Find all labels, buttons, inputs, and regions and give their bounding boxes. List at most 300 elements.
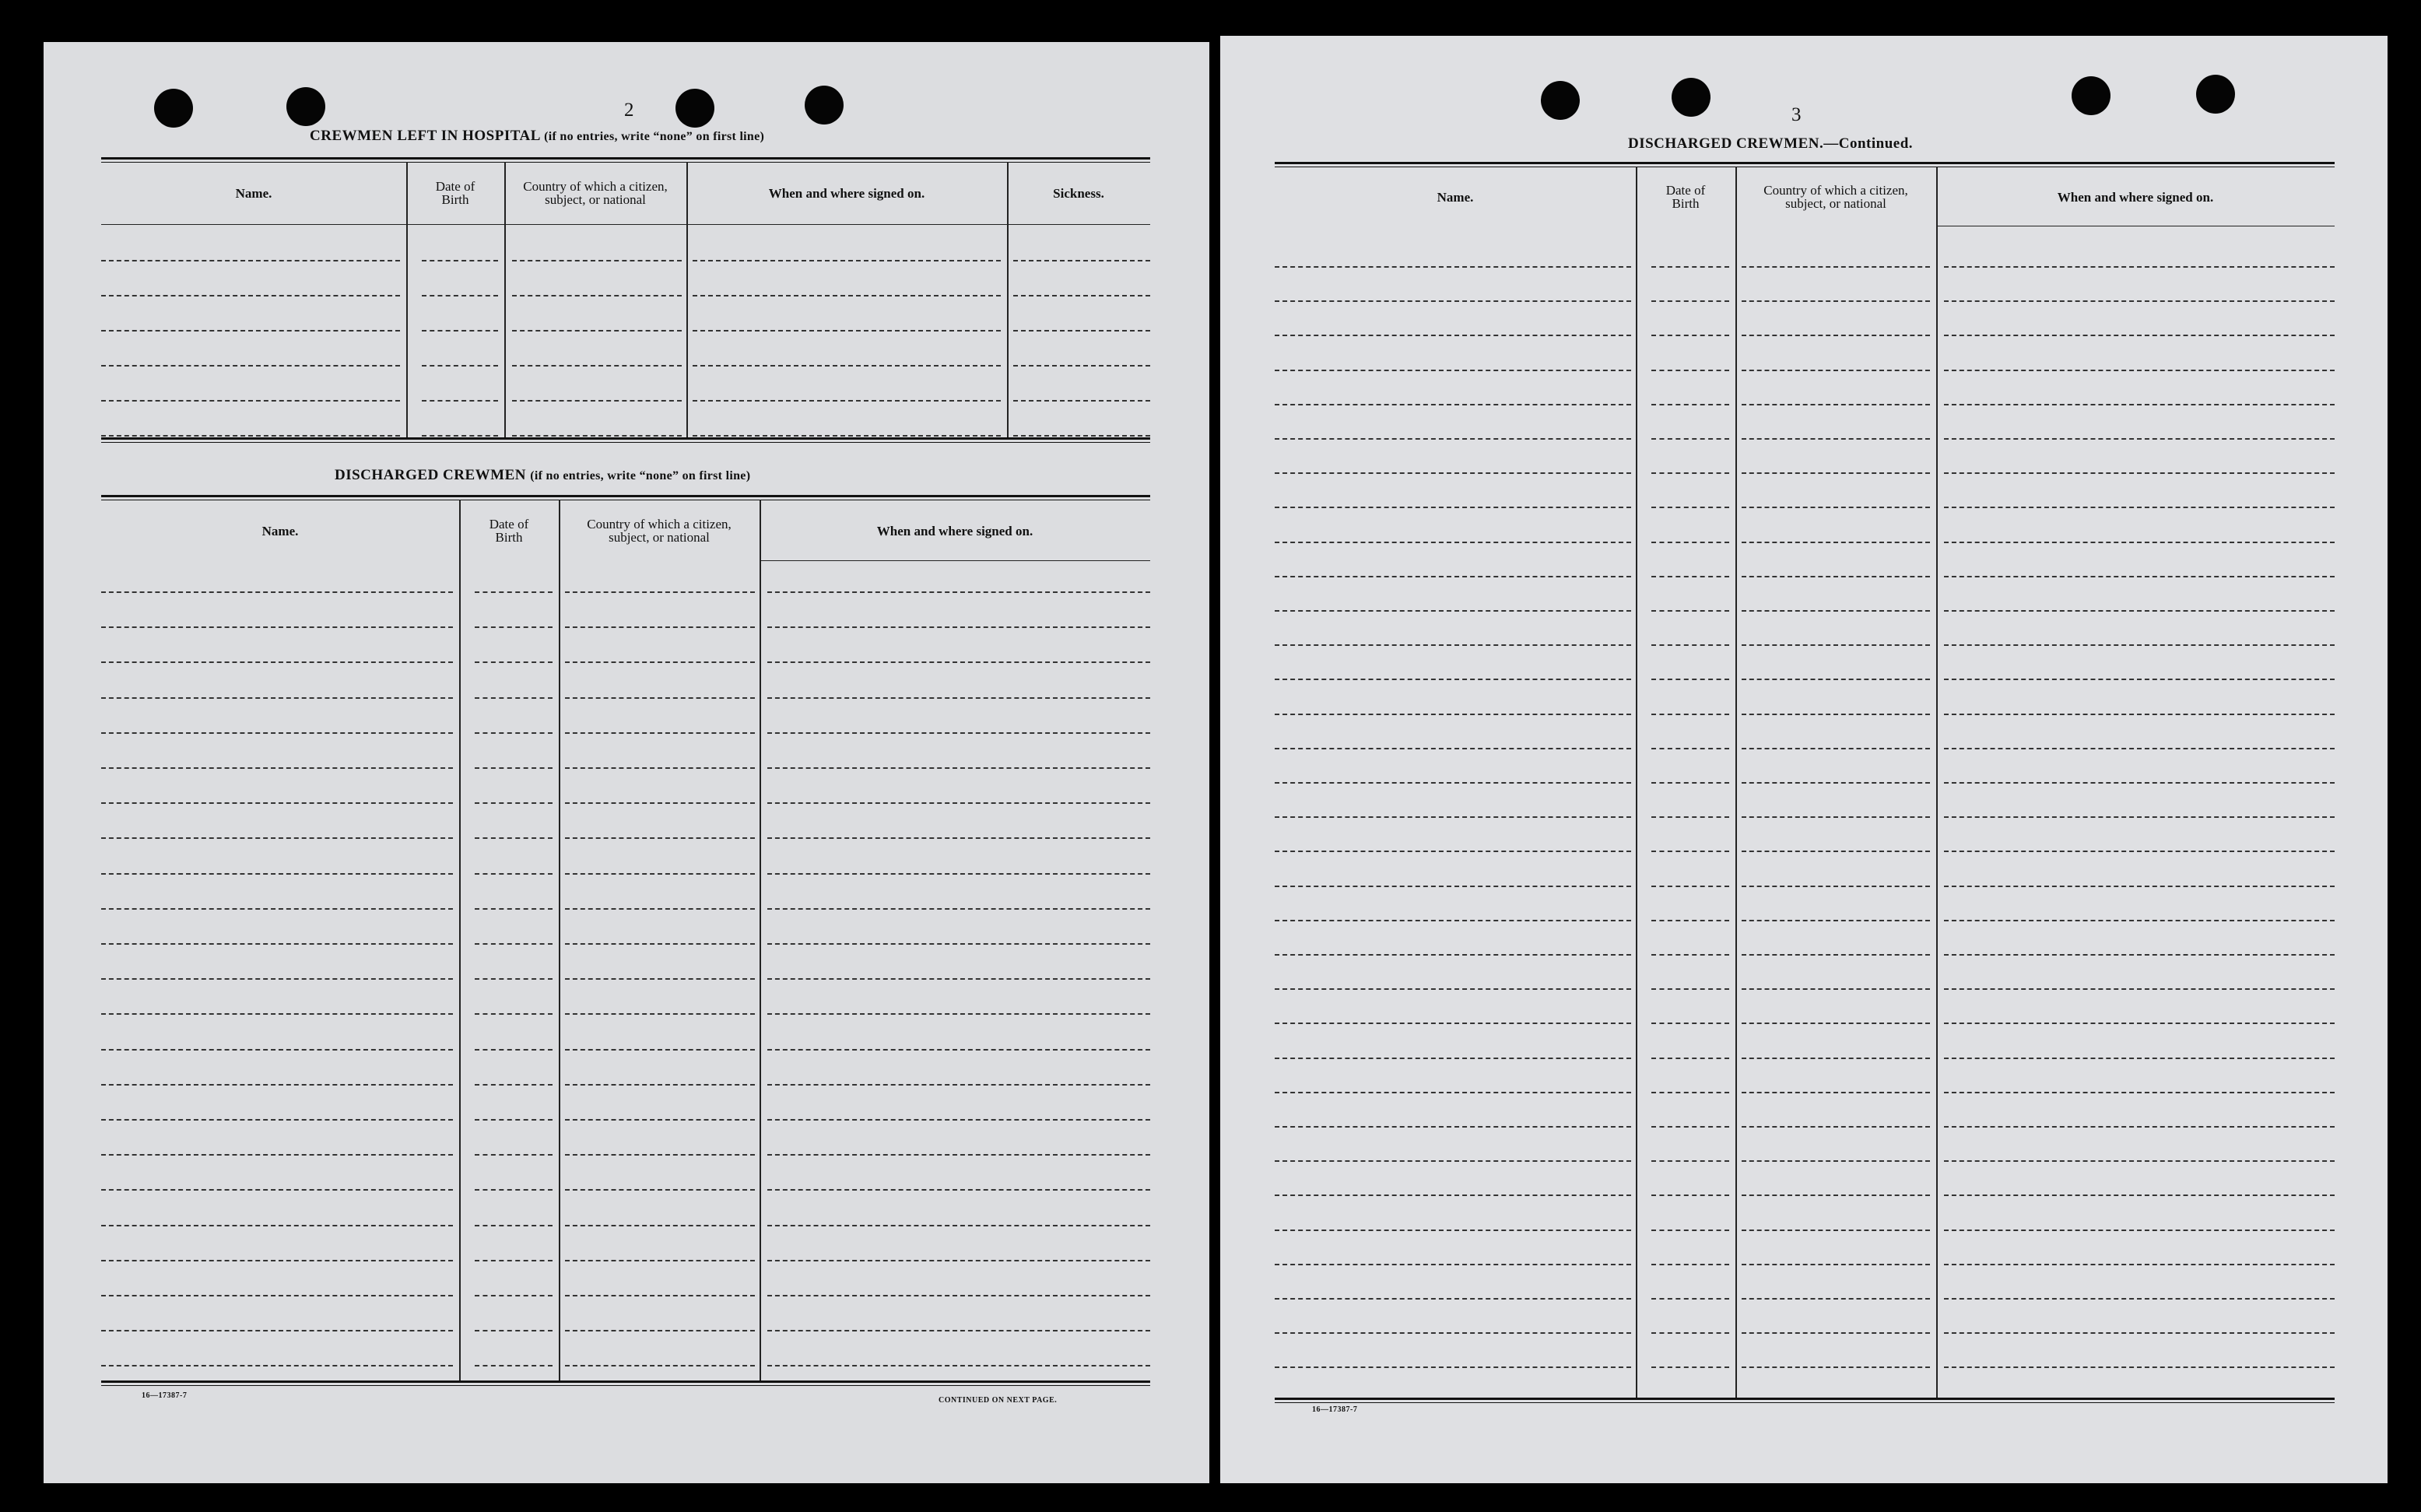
entry-line [101,767,453,769]
entry-line [1944,851,2335,852]
entry-line [1742,782,1930,784]
entry-line [1275,920,1631,921]
header-text: Date of Birth [1665,183,1706,211]
entry-line [565,1119,755,1121]
entry-line [512,295,682,296]
entry-line [475,661,553,663]
entry-line [475,767,553,769]
entry-line [565,873,755,875]
entry-line [1275,472,1631,474]
section-title-discharged [335,467,750,484]
entry-line [1742,1366,1930,1368]
entry-line [1275,507,1631,508]
entry-line [1651,1195,1729,1196]
header-country [1735,167,1936,227]
entry-line [1275,1023,1631,1024]
entry-line [1275,300,1631,302]
entry-line [1742,1023,1930,1024]
header-date-of-birth [459,500,559,562]
entry-line [101,435,400,437]
entry-line [1742,610,1930,612]
entry-line [565,661,755,663]
column-divider [686,162,688,437]
entry-line [1944,644,2335,646]
entry-line [1944,782,2335,784]
entry-line [475,802,553,804]
entry-line [1742,1126,1930,1128]
entry-line [1275,576,1631,577]
entry-line [767,1260,1150,1261]
entry-line [1944,1126,2335,1128]
entry-line [1013,400,1150,402]
entry-line [101,1154,453,1156]
entry-line [101,908,453,910]
header-name: Name. [261,523,299,538]
entry-line [1013,330,1150,332]
entry-line [101,330,400,332]
section-title-text: CREWMEN LEFT IN HOSPITAL [310,128,540,144]
entry-line [1275,714,1631,715]
entry-line [565,1189,755,1191]
entry-line [1742,954,1930,956]
entry-line [565,802,755,804]
entry-line [1275,1332,1631,1334]
entry-line [767,661,1150,663]
entry-line [1651,610,1729,612]
entry-line [565,626,755,628]
section-note: (if no entries, write “none” on first line) [530,469,751,482]
entry-line [767,767,1150,769]
entry-line [767,837,1150,839]
entry-line [1944,266,2335,268]
entry-line [565,1225,755,1226]
entry-line [767,978,1150,980]
entry-line [767,1330,1150,1331]
entry-line [101,260,400,261]
entry-line [1944,1092,2335,1093]
entry-line [767,626,1150,628]
entry-line [1651,1298,1729,1300]
entry-line [475,697,553,699]
entry-line [1742,679,1930,680]
entry-line [1275,1264,1631,1265]
entry-line [1275,816,1631,818]
entry-line [1651,576,1729,577]
entry-line [1275,748,1631,749]
entry-line [101,1119,453,1121]
entry-line [1742,1230,1930,1231]
entry-line [512,435,682,437]
entry-line [101,1013,453,1015]
entry-line [565,1084,755,1086]
page-number: 3 [1791,104,1802,125]
entry-line [1275,1126,1631,1128]
table-bottom-rule [101,437,1150,443]
punch-hole [805,86,844,125]
entry-line [1944,404,2335,405]
column-divider [504,162,506,437]
entry-line [1013,260,1150,261]
column-divider [559,500,560,1380]
entry-line [767,1154,1150,1156]
entry-line [1651,266,1729,268]
entry-line [1944,1298,2335,1300]
entry-line [767,1189,1150,1191]
entry-line [1742,507,1930,508]
right-page [1220,36,2388,1483]
entry-line [101,626,453,628]
header-text: Date of Birth [489,517,529,545]
section-title-discharged-continued: DISCHARGED CREWMEN.—Continued. [1628,135,1914,152]
discharged-continued-table [1275,162,2335,1446]
table-bottom-rule [1275,1398,2335,1403]
entry-line [1944,1160,2335,1162]
entry-line [767,1365,1150,1366]
entry-line [1275,886,1631,887]
entry-line [475,943,553,945]
entry-line [767,1295,1150,1296]
entry-line [475,1295,553,1296]
entry-line [767,697,1150,699]
entry-line [1742,472,1930,474]
entry-line [101,295,400,296]
entry-line [101,1225,453,1226]
entry-line [1944,748,2335,749]
entry-line [767,591,1150,593]
entry-line [565,837,755,839]
header-when-where: When and where signed on. [2057,189,2214,205]
entry-line [1742,542,1930,543]
entry-line [1651,472,1729,474]
header-name: Name. [1437,189,1474,205]
form-number: 16—17387-7 [1312,1405,1358,1414]
entry-line [101,661,453,663]
column-divider [1007,162,1009,437]
entry-line [101,591,453,593]
header-text: Country of which a citizen, subject, or national [587,517,732,545]
entry-line [1742,851,1930,852]
entry-line [475,1119,553,1121]
page-number: 2 [624,100,634,121]
entry-line [1742,920,1930,921]
entry-line [1275,1298,1631,1300]
entry-line [565,1330,755,1331]
entry-line [767,943,1150,945]
entry-line [1651,404,1729,405]
section-title-hospital [310,128,764,145]
entry-line [1275,851,1631,852]
entry-line [1944,472,2335,474]
entry-line [101,1189,453,1191]
header-name: Name. [235,185,272,201]
entry-line [1651,1023,1729,1024]
entry-line [1651,542,1729,543]
punch-hole [154,89,193,128]
entry-line [1742,644,1930,646]
entry-line [101,1295,453,1296]
header-bottom-rule [760,560,1150,561]
header-sickness: Sickness. [1053,185,1104,201]
entry-line [767,1049,1150,1051]
entry-line [1275,438,1631,440]
entry-line [1275,644,1631,646]
entry-line [1944,438,2335,440]
header-when-where: When and where signed on. [876,523,1033,538]
entry-line [475,1013,553,1015]
entry-line [1742,335,1930,336]
entry-line [101,1049,453,1051]
entry-line [565,591,755,593]
form-number: 16—17387-7 [142,1391,188,1400]
entry-line [1742,1092,1930,1093]
entry-line [1275,1366,1631,1368]
entry-line [1275,782,1631,784]
entry-line [1651,1058,1729,1059]
entry-line [767,908,1150,910]
entry-line [475,732,553,734]
entry-line [693,365,1001,367]
entry-line [1944,300,2335,302]
entry-line [1742,748,1930,749]
entry-line [101,365,400,367]
entry-line [1651,300,1729,302]
entry-line [1944,335,2335,336]
punch-hole [2072,76,2110,115]
entry-line [422,365,498,367]
entry-line [767,873,1150,875]
entry-line [1944,576,2335,577]
column-divider [760,500,761,1380]
entry-line [565,1013,755,1015]
entry-line [1275,266,1631,268]
entry-line [422,295,498,296]
entry-line [1651,920,1729,921]
header-bottom-rule [101,224,1150,225]
entry-line [101,837,453,839]
entry-line [101,978,453,980]
entry-line [565,908,755,910]
entry-line [475,1365,553,1366]
punch-hole [2196,75,2235,114]
entry-line [101,1330,453,1331]
entry-line [1275,1058,1631,1059]
header-date-of-birth [406,162,504,224]
entry-line [422,330,498,332]
punch-hole [1672,78,1710,117]
entry-line [565,1049,755,1051]
entry-line [1651,335,1729,336]
entry-line [1651,886,1729,887]
entry-line [422,435,498,437]
punch-hole [675,89,714,128]
entry-line [101,1084,453,1086]
entry-line [693,260,1001,261]
entry-line [1742,1058,1930,1059]
entry-line [512,365,682,367]
section-title-text: DISCHARGED CREWMEN [335,467,526,483]
entry-line [1944,610,2335,612]
entry-line [475,873,553,875]
entry-line [1275,1092,1631,1093]
entry-line [565,1154,755,1156]
entry-line [1944,816,2335,818]
left-page [44,42,1209,1483]
entry-line [475,626,553,628]
entry-line [475,1225,553,1226]
entry-line [1275,542,1631,543]
entry-line [512,330,682,332]
entry-line [512,260,682,261]
entry-line [1944,920,2335,921]
entry-line [767,1013,1150,1015]
entry-line [475,1260,553,1261]
entry-line [693,400,1001,402]
entry-line [1742,404,1930,405]
entry-line [1651,1264,1729,1265]
punch-hole [286,87,325,126]
entry-line [767,732,1150,734]
column-divider [1636,167,1637,1398]
entry-line [1651,782,1729,784]
entry-line [1651,679,1729,680]
entry-line [475,1154,553,1156]
entry-line [565,732,755,734]
entry-line [1651,438,1729,440]
entry-line [565,1260,755,1261]
entry-line [1651,1092,1729,1093]
entry-line [1651,851,1729,852]
entry-line [1742,300,1930,302]
entry-line [1651,954,1729,956]
table-bottom-rule [101,1380,1150,1386]
entry-line [512,400,682,402]
header-country [504,162,686,224]
entry-line [1742,1298,1930,1300]
entry-line [1275,1160,1631,1162]
entry-line [1742,266,1930,268]
entry-line [1742,886,1930,887]
entry-line [1651,714,1729,715]
entry-line [1651,1160,1729,1162]
hospital-table [101,157,1150,484]
entry-line [565,978,755,980]
entry-line [101,697,453,699]
entry-line [1275,404,1631,405]
entry-line [1944,1332,2335,1334]
entry-line [1742,816,1930,818]
section-note: (if no entries, write “none” on first line) [544,130,765,143]
entry-line [475,1084,553,1086]
entry-line [475,837,553,839]
entry-line [565,697,755,699]
entry-line [1742,714,1930,715]
entry-line [767,1084,1150,1086]
entry-line [1275,954,1631,956]
header-text: Country of which a citizen, subject, or national [523,179,668,207]
entry-line [101,1365,453,1366]
entry-line [475,1330,553,1331]
entry-line [422,400,498,402]
entry-line [1944,1264,2335,1265]
entry-line [1742,576,1930,577]
entry-line [1275,988,1631,990]
entry-line [565,1295,755,1296]
entry-line [1275,1195,1631,1196]
entry-line [1651,1126,1729,1128]
entry-line [475,591,553,593]
entry-line [1275,335,1631,336]
column-divider [406,162,408,437]
entry-line [1944,1023,2335,1024]
entry-line [693,330,1001,332]
entry-line [475,908,553,910]
continued-note: CONTINUED ON NEXT PAGE. [939,1396,1058,1405]
entry-line [1742,1264,1930,1265]
column-divider [459,500,461,1380]
header-date-of-birth [1636,167,1735,227]
entry-line [1651,370,1729,371]
entry-line [1944,714,2335,715]
entry-line [101,873,453,875]
entry-line [1651,988,1729,990]
entry-line [565,1365,755,1366]
entry-line [1742,438,1930,440]
entry-line [1742,1332,1930,1334]
entry-line [1944,886,2335,887]
entry-line [1944,988,2335,990]
entry-line [101,802,453,804]
entry-line [1651,1230,1729,1231]
header-country [559,500,760,562]
entry-line [1275,1230,1631,1231]
entry-line [1944,1195,2335,1196]
entry-line [693,435,1001,437]
entry-line [1651,1366,1729,1368]
header-when-where: When and where signed on. [768,185,925,201]
entry-line [1651,816,1729,818]
entry-line [1944,370,2335,371]
header-text: Date of Birth [435,179,475,207]
entry-line [101,1260,453,1261]
entry-line [1651,748,1729,749]
entry-line [1013,295,1150,296]
entry-line [1944,1366,2335,1368]
entry-line [1651,1332,1729,1334]
entry-line [1944,542,2335,543]
entry-line [1944,507,2335,508]
entry-line [1742,1195,1930,1196]
column-divider [1735,167,1737,1398]
entry-line [1944,954,2335,956]
entry-line [565,943,755,945]
entry-line [1742,988,1930,990]
entry-line [1013,435,1150,437]
entry-line [1742,370,1930,371]
discharged-table [101,495,1150,1437]
entry-line [1275,370,1631,371]
entry-line [565,767,755,769]
entry-line [1742,1160,1930,1162]
entry-line [101,400,400,402]
entry-line [475,1049,553,1051]
entry-line [101,732,453,734]
entry-line [1651,507,1729,508]
entry-line [475,1189,553,1191]
entry-line [767,802,1150,804]
header-text: Country of which a citizen, subject, or national [1763,183,1908,211]
column-divider [1936,167,1938,1398]
entry-line [1944,1230,2335,1231]
